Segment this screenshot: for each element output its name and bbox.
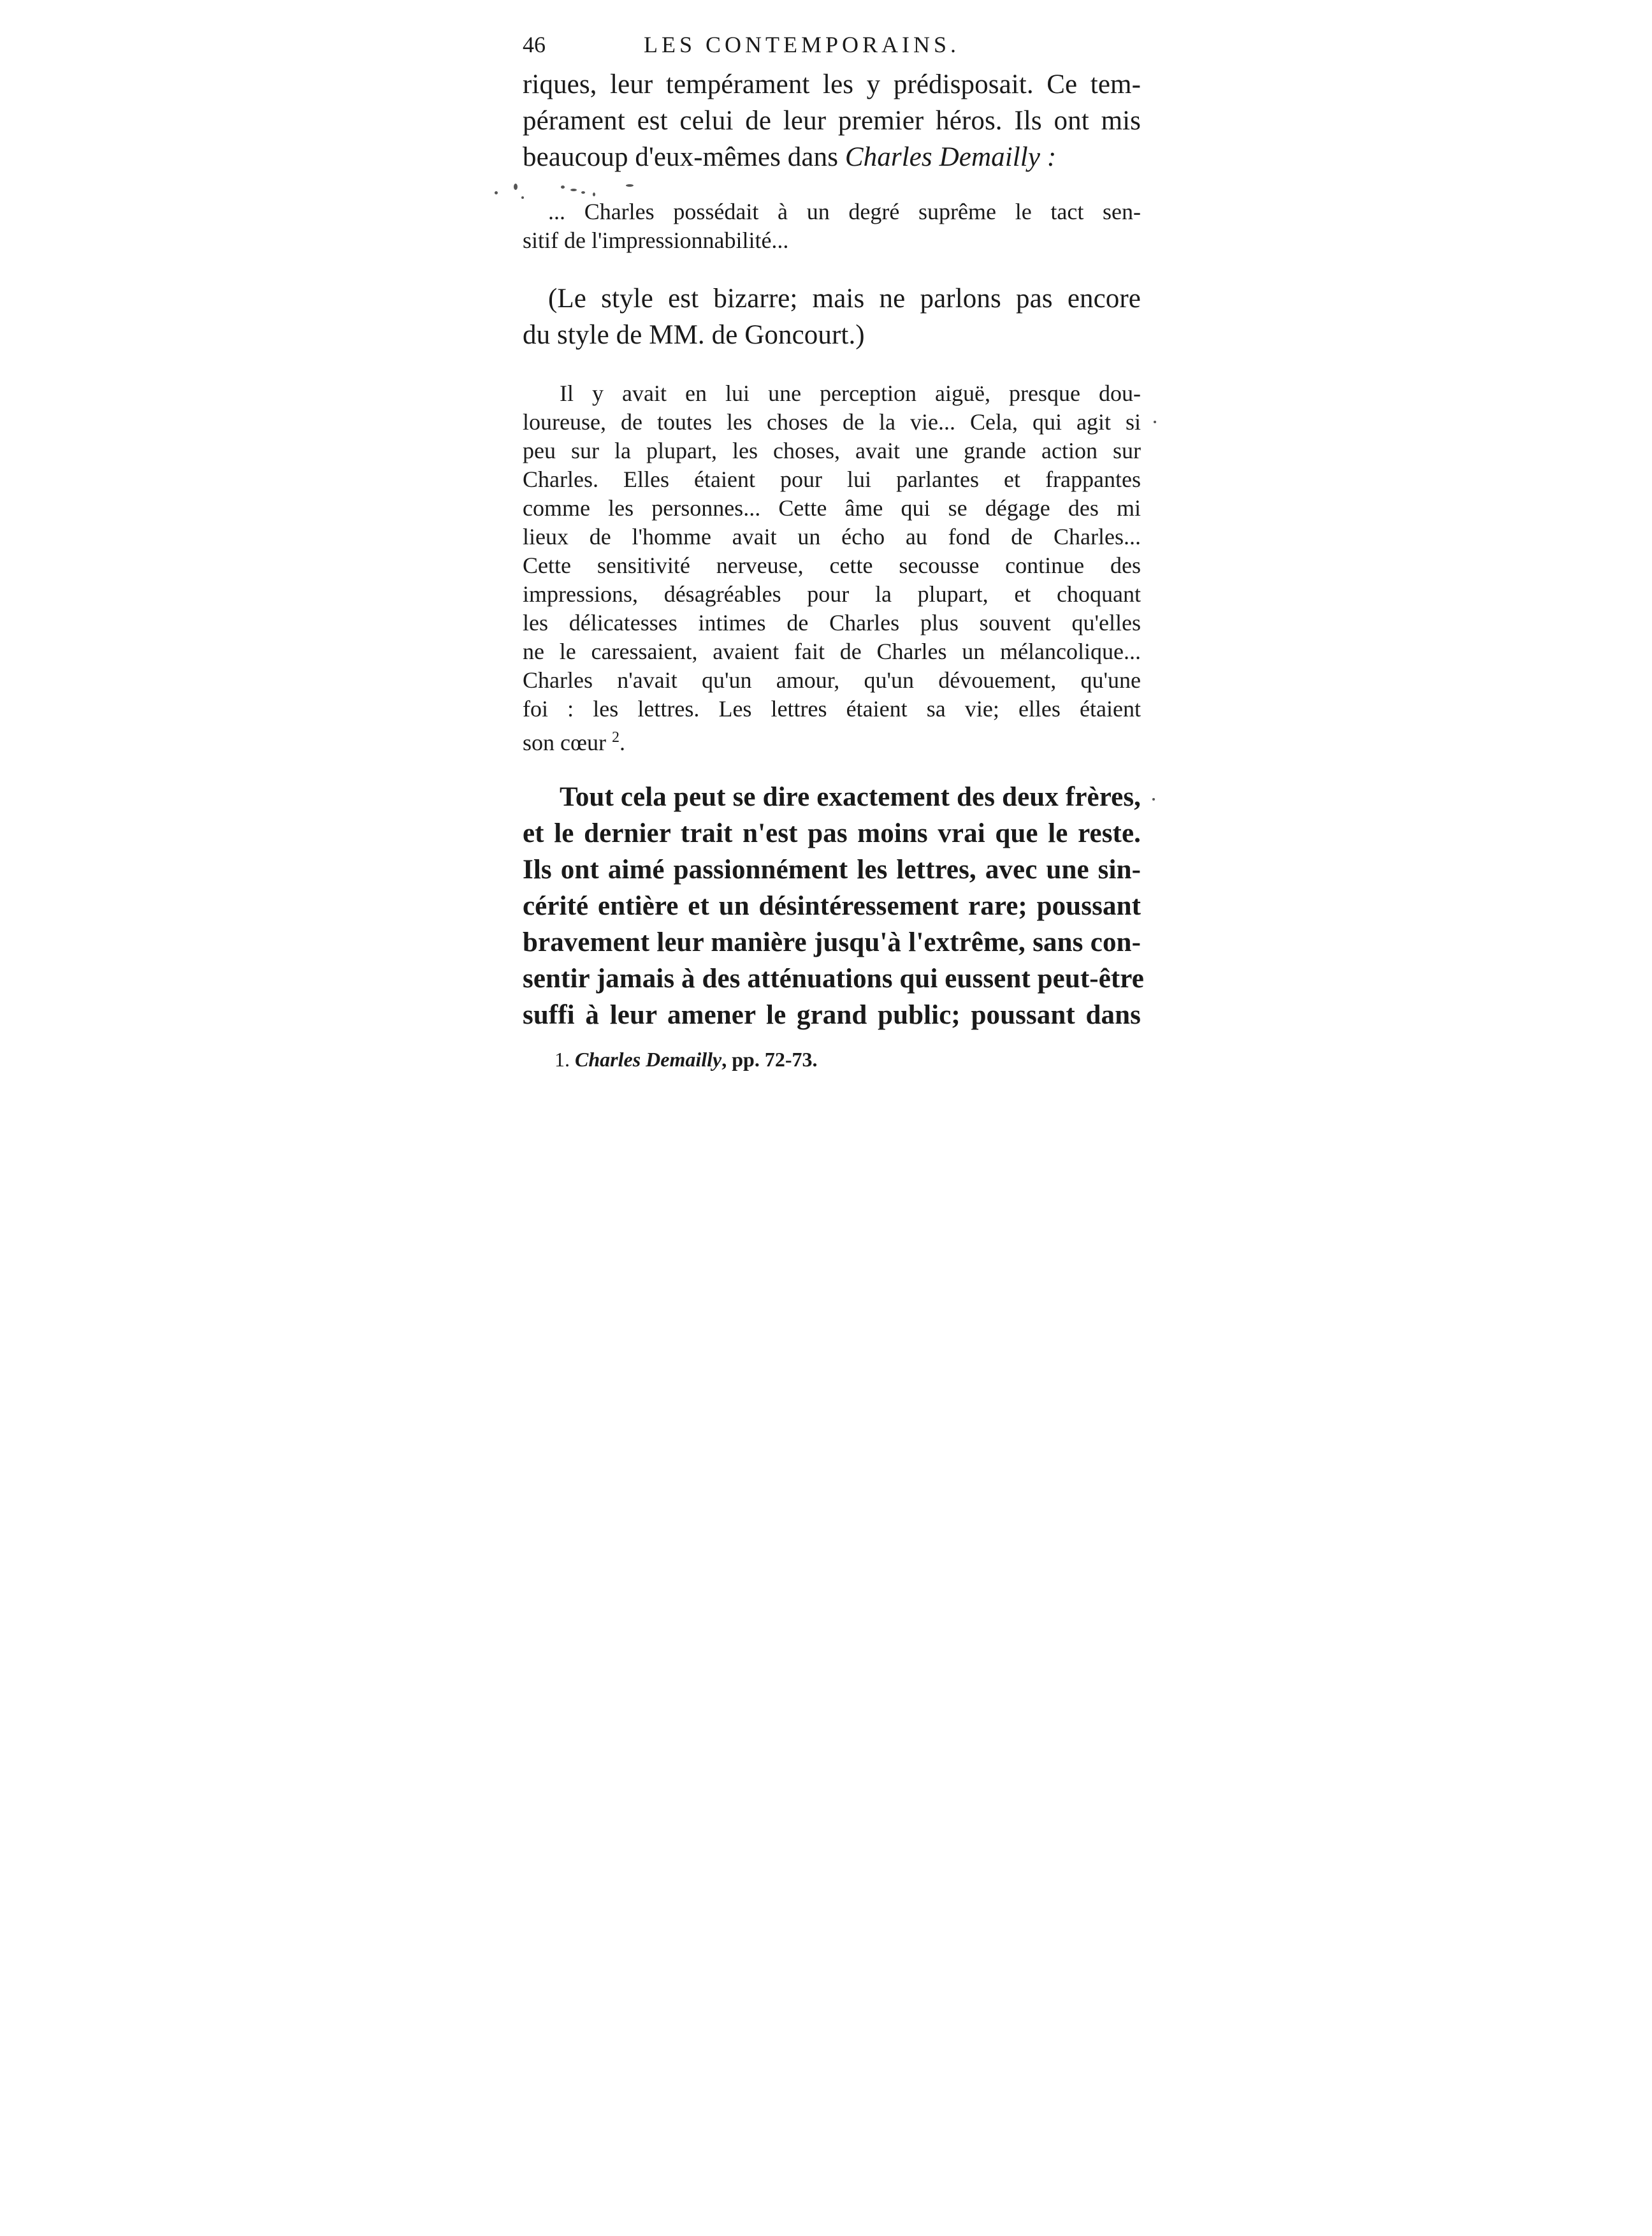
text-line: et le dernier trait n'est pas moins vrai que le reste. <box>523 818 1141 848</box>
page-number: 46 <box>523 32 546 57</box>
quote-line: impressions, désagréables pour la plupart, et choquant <box>523 581 1141 607</box>
footnote-number: 1. <box>554 1048 575 1071</box>
text-line: bravement leur manière jusqu'à l'extrême, sans con- <box>523 927 1141 957</box>
book-title: Charles Demailly : <box>844 142 1057 172</box>
quote-line: lieux de l'homme avait un écho au fond de Charles... <box>523 524 1141 549</box>
text-line <box>523 139 1141 175</box>
page-header <box>523 25 1134 64</box>
text-line: riques, leur tempérament les y prédisposait. Ce tem- <box>523 69 1141 99</box>
quote-line: ne le caressaient, avaient fait de Charles un mélancolique... <box>523 639 1141 664</box>
running-title: LES CONTEMPORAINS. <box>644 32 960 57</box>
quote-line: loureuse, de toutes les choses de la vie... Cela, qui agit si <box>523 409 1141 435</box>
quote-line: Charles. Elles étaient pour lui parlantes et frappantes <box>523 467 1141 492</box>
paragraph-2 <box>523 280 1141 353</box>
quote-line: Charles n'avait qu'un amour, qu'un dévouement, qu'une <box>523 667 1141 693</box>
text-run: son cœur <box>523 730 612 755</box>
quote-line: Cette sensitivité nerveuse, cette secousse continue des <box>523 553 1141 578</box>
quote-line: ... Charles possédait à un degré suprême le tact sen- <box>548 199 1141 224</box>
text-line: (Le style est bizarre; mais ne parlons pas encore <box>548 284 1141 314</box>
footnote-pages: , pp. 72-73. <box>721 1048 818 1071</box>
quote-line: sitif de l'impressionnabilité... <box>523 228 789 253</box>
text-line: suffi à leur amener le grand public; poussant dans <box>523 1000 1141 1030</box>
text-line: du style de MM. de Goncourt.) <box>523 320 865 350</box>
text-run: beaucoup d'eux-mêmes dans <box>523 142 845 172</box>
quote-line: Il y avait en lui une perception aiguë, presque dou- <box>560 381 1141 406</box>
text-line: Tout cela peut se dire exactement des deux frères, <box>560 782 1141 812</box>
quote-line: comme les personnes... Cette âme qui se dégage des mi <box>523 495 1141 521</box>
text-line: pérament est celui de leur premier héros. Ils ont mis <box>523 106 1141 136</box>
paragraph-1 <box>523 66 1141 175</box>
footnote <box>554 1045 817 1073</box>
text-line: sentir jamais à des atténuations qui eussent peut-être <box>523 964 1144 994</box>
quote-line <box>523 723 1141 757</box>
quote-line: peu sur la plupart, les choses, avait une grande action sur <box>523 438 1141 463</box>
text-run: . <box>619 730 625 755</box>
block-quote-2 <box>523 379 1141 757</box>
quote-line: les délicatesses intimes de Charles plus souvent qu'elles <box>523 610 1141 635</box>
paragraph-3 <box>523 779 1144 1033</box>
footnote-reference: 2 <box>611 729 620 746</box>
footnote-title: Charles Demailly <box>575 1048 722 1071</box>
quote-line: foi : les lettres. Les lettres étaient sa vie; elles étaient <box>523 696 1141 722</box>
text-line: Ils ont aimé passionnément les lettres, avec une sin- <box>523 855 1141 885</box>
block-quote-1 <box>523 198 1141 255</box>
text-line: cérité entière et un désintéressement rare; poussant <box>523 891 1141 921</box>
